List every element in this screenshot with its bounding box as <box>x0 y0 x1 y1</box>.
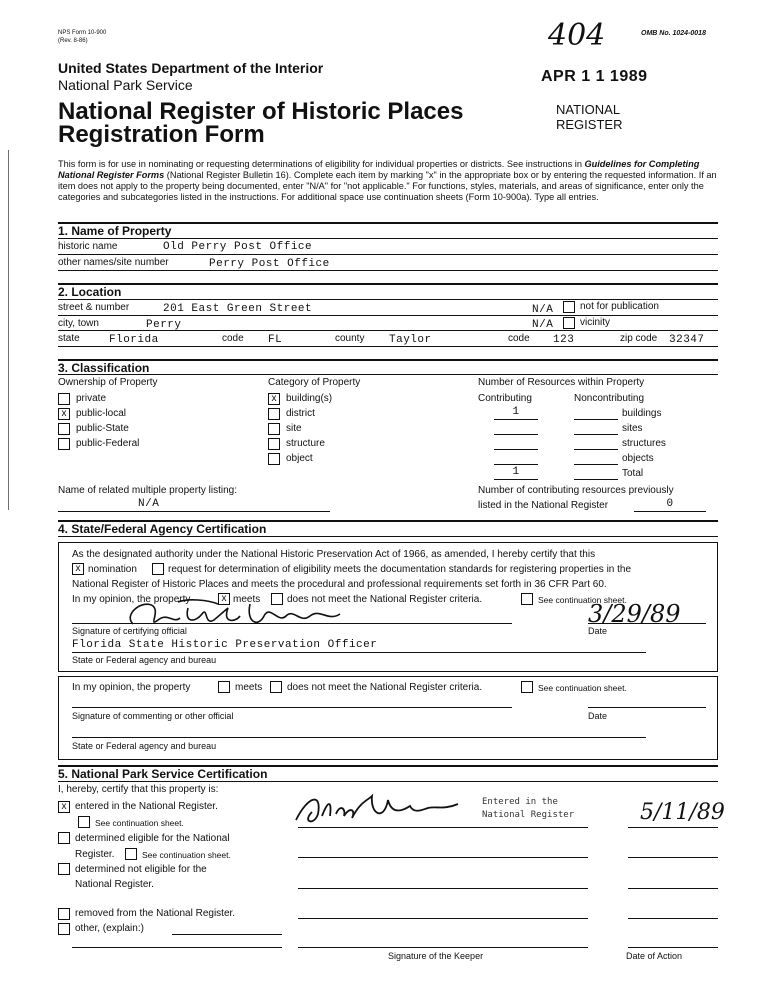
received-stamp-date: APR 1 1 1989 <box>541 68 648 85</box>
previous-listed-value: 0 <box>666 498 674 510</box>
divider <box>574 434 618 435</box>
commenting-label: Signature of commenting or other official <box>72 711 234 721</box>
keeper-line <box>298 857 588 858</box>
structures-label: structures <box>622 438 666 449</box>
does-not-meet2-label: does not meet the National Register criteria. <box>287 682 483 693</box>
form-title-line2: Registration Form <box>58 121 265 148</box>
street-value: 201 East Green Street <box>163 303 313 315</box>
street-label: street & number <box>58 302 130 313</box>
county-value: Taylor <box>389 334 432 346</box>
signature-line <box>72 623 512 624</box>
category-structure-checkbox[interactable] <box>268 438 280 450</box>
scan-edge <box>8 150 9 510</box>
see-continuation-checkbox[interactable] <box>521 593 533 605</box>
buildings-contributing: 1 <box>512 406 520 418</box>
action-line <box>628 827 718 828</box>
section2-heading: 2. Location <box>58 285 122 299</box>
divider <box>58 238 718 239</box>
ownership-private-checkbox[interactable] <box>58 393 70 405</box>
see-continuation2-label: See continuation sheet. <box>538 683 627 693</box>
section1-heading: 1. Name of Property <box>58 224 172 238</box>
ownership-public-local-checkbox[interactable]: x <box>58 408 70 420</box>
entered-label: entered in the National Register. <box>75 801 218 812</box>
buildings-label: buildings <box>622 408 662 419</box>
form-revision: (Rev. 8-86) <box>58 38 88 44</box>
section5-heading: 5. National Park Service Certification <box>58 767 268 781</box>
divider <box>574 479 618 480</box>
meets-label: meets <box>233 594 261 605</box>
category-site-checkbox[interactable] <box>268 423 280 435</box>
ownership-heading: Ownership of Property <box>58 377 158 388</box>
keeper-label: Signature of the Keeper <box>388 951 484 961</box>
date-line <box>588 707 706 708</box>
service: National Park Service <box>58 77 193 93</box>
keeper-stamp-line2: National Register <box>482 810 575 820</box>
divider <box>494 464 538 465</box>
ownership-public-local-label: public-local <box>76 408 127 419</box>
section3-rule <box>58 359 718 361</box>
divider <box>574 449 618 450</box>
vicinity-checkbox[interactable] <box>563 317 575 329</box>
divider <box>494 449 538 450</box>
zip-value: 32347 <box>669 334 705 346</box>
signature-label: Signature of certifying official <box>72 626 187 636</box>
section2-rule <box>58 283 718 285</box>
department: United States Department of the Interior <box>58 60 324 76</box>
divider <box>58 781 718 782</box>
resources-heading: Number of Resources within Property <box>478 377 645 388</box>
omb-number: OMB No. 1024-0018 <box>641 30 706 37</box>
other-names-label: other names/site number <box>58 257 169 268</box>
action-line <box>628 947 718 948</box>
agency-label: State or Federal agency and bureau <box>72 655 217 665</box>
city-value: Perry <box>146 319 182 331</box>
other-checkbox[interactable] <box>58 923 70 935</box>
category-site-label: site <box>286 423 302 434</box>
historic-name-value: Old Perry Post Office <box>163 241 313 253</box>
determined-eligible-label1: determined eligible for the National <box>75 833 230 844</box>
divider <box>58 346 718 347</box>
see-continuation-label: See continuation sheet. <box>538 595 627 605</box>
nomination-checkbox[interactable]: x <box>72 563 84 575</box>
na-vicinity: N/A <box>532 319 554 331</box>
divider <box>58 374 718 375</box>
see-cont-a-label: See continuation sheet. <box>95 818 184 828</box>
meets-checkbox[interactable]: x <box>218 593 230 605</box>
determined-eligible-checkbox[interactable] <box>58 832 70 844</box>
category-object-checkbox[interactable] <box>268 453 280 465</box>
ownership-private-label: private <box>76 393 107 404</box>
certification-date: 3/29/89 <box>588 600 681 628</box>
vicinity-label: vicinity <box>580 317 611 328</box>
category-object-label: object <box>286 453 313 464</box>
category-structure-label: structure <box>286 438 325 449</box>
request-determination-checkbox[interactable] <box>152 563 164 575</box>
keeper-stamp-line1: Entered in the <box>482 797 558 807</box>
not-eligible-label1: determined not eligible for the <box>75 864 207 875</box>
date-line <box>588 623 706 624</box>
agency-line <box>72 737 646 738</box>
category-district-label: district <box>286 408 315 419</box>
divider <box>58 315 718 316</box>
ownership-public-state-checkbox[interactable] <box>58 423 70 435</box>
form-title-line1: National Register of Historic Places <box>58 98 464 125</box>
action-line <box>628 918 718 919</box>
does-not-meet2-checkbox[interactable] <box>270 681 282 693</box>
nomination-label: nomination <box>88 564 137 575</box>
see-cont-a-checkbox[interactable] <box>78 816 90 828</box>
signature-line <box>72 707 512 708</box>
state-value: Florida <box>109 334 159 346</box>
divider <box>634 511 706 512</box>
does-not-meet-label: does not meet the National Register criteria. <box>287 594 483 605</box>
ownership-public-state-label: public-State <box>76 423 129 434</box>
keeper-signature <box>288 786 468 832</box>
county-code-value: 123 <box>553 334 575 346</box>
category-building-label: building(s) <box>286 393 333 404</box>
sites-label: sites <box>622 423 643 434</box>
intro-text: This form is for use in nominating or requesting determinations of eligibility for individual properties or districts. See instructions in Guidelines for Completing National Register Forms (National Register Bulletin 16). Complete each item by marking "x" in the appropriate box or by entering the requested information. If an item does not apply to the property being documented, enter "N/A" for "not applicable." For functions, styles, materials, and areas of significance, enter only the categories and subcategories listed in the instructions. For additional space use continuation sheets (Form 10-900a). Type all entries. <box>58 159 717 202</box>
category-heading: Category of Property <box>268 377 361 388</box>
determined-eligible-label2: Register. <box>75 849 115 860</box>
not-for-publication-checkbox[interactable] <box>563 301 575 313</box>
not-eligible-checkbox[interactable] <box>58 863 70 875</box>
removed-checkbox[interactable] <box>58 908 70 920</box>
action-date: 5/11/89 <box>640 800 725 825</box>
keeper-line <box>298 888 588 889</box>
ownership-public-federal-label: public-Federal <box>76 438 140 449</box>
stamp-line1: NATIONAL <box>556 102 621 117</box>
previous-listed-label1: Number of contributing resources previously <box>478 485 674 496</box>
meets2-label: meets <box>235 682 263 693</box>
divider <box>58 299 718 300</box>
historic-name-label: historic name <box>58 241 118 252</box>
divider <box>574 464 618 465</box>
total-label: Total <box>622 468 644 479</box>
keeper-line <box>298 827 588 828</box>
divider <box>58 330 718 331</box>
date-label: Date <box>588 626 608 636</box>
state-label: state <box>58 333 80 344</box>
not-eligible-label2: National Register. <box>75 879 154 890</box>
other-label: other, (explain:) <box>75 923 144 934</box>
agency-line <box>72 652 646 653</box>
agency2-label: State or Federal agency and bureau <box>72 741 217 751</box>
county-label: county <box>335 333 365 344</box>
city-label: city, town <box>58 318 99 329</box>
divider <box>494 479 538 480</box>
meets2-checkbox[interactable] <box>218 681 230 693</box>
related-listing-label: Name of related multiple property listing: <box>58 485 237 496</box>
category-building-checkbox[interactable]: x <box>268 393 280 405</box>
cert-line1: As the designated authority under the National Historic Preservation Act of 1966, as amended, I hereby certify that this <box>72 549 596 560</box>
state-code-value: FL <box>268 334 283 346</box>
date2-label: Date <box>588 711 608 721</box>
divider <box>494 419 538 420</box>
see-continuation2-checkbox[interactable] <box>521 681 533 693</box>
not-for-publication-label: not for publication <box>580 301 659 312</box>
removed-label: removed from the National Register. <box>75 908 236 919</box>
agency-value: Florida State Historic Preservation Officer <box>72 639 378 651</box>
handwritten-number: 404 <box>548 18 606 53</box>
certify-text: I, hereby, certify that this property is: <box>58 784 219 795</box>
divider <box>58 511 330 512</box>
other-explain-line <box>172 934 282 935</box>
see-cont-b-checkbox[interactable] <box>125 848 137 860</box>
opinion-prefix: In my opinion, the property <box>72 594 191 605</box>
county-code-label: code <box>508 333 530 344</box>
stamp-line2: REGISTER <box>556 117 623 132</box>
state-code-label: code <box>222 333 244 344</box>
action-line <box>628 888 718 889</box>
entered-checkbox[interactable]: x <box>58 801 70 813</box>
keeper-line <box>298 918 588 919</box>
section3-heading: 3. Classification <box>58 361 150 375</box>
other-names-value: Perry Post Office <box>209 258 330 270</box>
action-line <box>628 857 718 858</box>
divider <box>574 419 618 420</box>
previous-listed-label2: listed in the National Register <box>478 500 609 511</box>
objects-label: objects <box>622 453 654 464</box>
na-publication: N/A <box>532 304 554 316</box>
total-contributing: 1 <box>512 466 520 478</box>
noncontributing-heading: Noncontributing <box>574 393 645 404</box>
related-listing-value: N/A <box>138 498 160 510</box>
divider <box>494 434 538 435</box>
keeper-line <box>298 947 588 948</box>
other-explain-line <box>72 947 282 948</box>
form-number: NPS Form 10-900 <box>58 30 107 36</box>
opinion2-prefix: In my opinion, the property <box>72 682 191 693</box>
zip-label: zip code <box>620 333 658 344</box>
action-label: Date of Action <box>626 951 683 961</box>
see-cont-b-label: See continuation sheet. <box>142 850 231 860</box>
cert-line2: request for determination of eligibility meets the documentation standards for registering properties in the <box>168 564 632 575</box>
divider <box>58 536 718 537</box>
section4-heading: 4. State/Federal Agency Certification <box>58 522 267 536</box>
category-district-checkbox[interactable] <box>268 408 280 420</box>
divider <box>58 270 718 271</box>
cert-line3: National Register of Historic Places and meets the procedural and professional requirements set forth in 36 CFR Part 60. <box>72 579 607 590</box>
ownership-public-federal-checkbox[interactable] <box>58 438 70 450</box>
contributing-heading: Contributing <box>478 393 532 404</box>
divider <box>58 254 718 255</box>
